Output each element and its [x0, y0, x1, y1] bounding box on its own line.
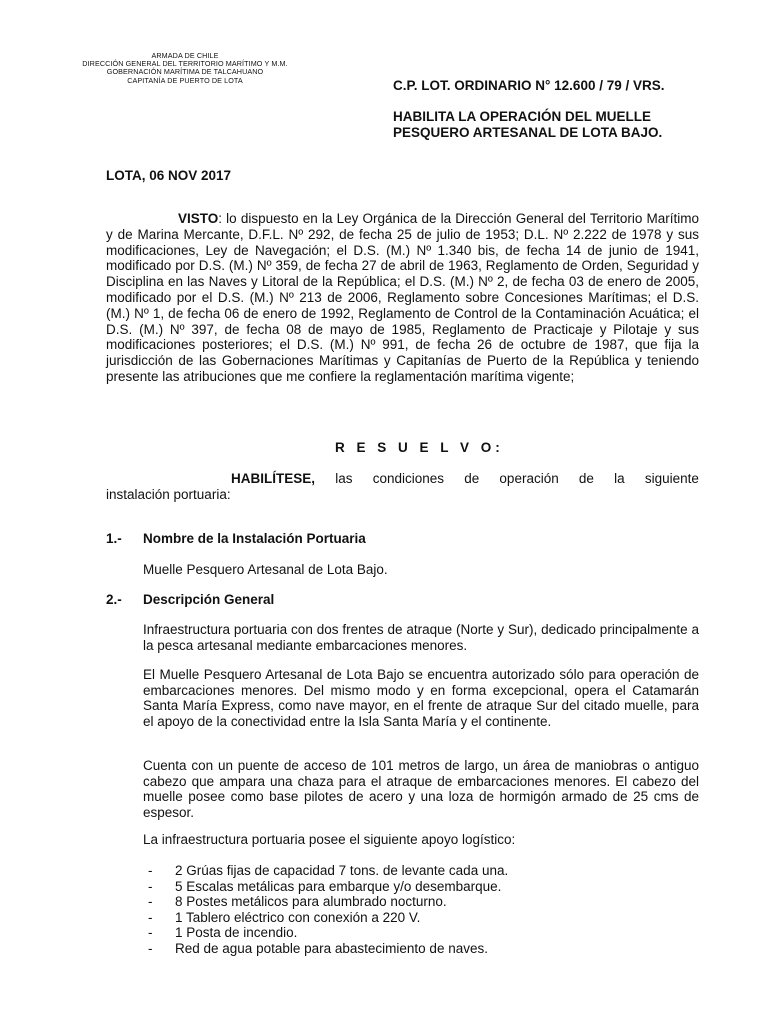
- section-number: 2.-: [106, 592, 122, 607]
- habilitese-paragraph: [106, 471, 699, 503]
- section-paragraph: Cuenta con un puente de acceso de 101 metros de largo, un área de maniobras o antiguo cabezo que ampara una chaza para el atraque de embarcaciones menores. El cabezo del muelle posee como base pilotes de acero y una loza de hormigón armado de 25 cms de espesor.: [143, 758, 699, 820]
- bullet-dash: -: [148, 909, 153, 925]
- habilitese-word: de: [578, 471, 594, 486]
- section-title: Descripción General: [143, 592, 275, 607]
- habilitese-line: instalación portuaria:: [106, 487, 231, 502]
- bullet-dash: -: [148, 878, 153, 894]
- document-header: [393, 77, 708, 140]
- visto-text: : lo dispuesto en la Ley Orgánica de la Dirección General del Territorio Marítimo y de Marina Mercante, D.F.L. Nº 292, de fecha 25 de julio de 1953; D.L. Nº 2.222 de 1978 y sus modificaciones, Ley de Navegación; el D.S. (M.) Nº 1.340 bis, de fecha 14 de junio de 1941, modificado por D.S. (M.) Nº 359, de fecha 27 de abril de 1963, Reglamento de Orden, Seguridad y Disciplina en las Naves y Litoral de la República; el D.S. (M.) Nº 2, de fecha 03 de enero de 2005, modificado por el D.S. (M.) Nº 213 de 2006, Reglamento sobre Concesiones Marítimas; el D.S. (M.) Nº 1, de fecha 06 de enero de 1992, Reglamento de Control de la Contaminación Acuática; el D.S. (M.) Nº 397, de fecha 08 de mayo de 1985, Reglamento de Practicaje y Pilotaje y sus modificaciones posteriores; el D.S. (M.) Nº 991, de fecha 26 de octubre de 1987, que fija la jurisdicción de las Gobernaciones Marítimas y Capitanías de Puerto de la República y teniendo presente las atribuciones que me confiere la reglamentación marítima vigente;: [106, 211, 699, 384]
- resuelvo-heading: R E S U E L V O:: [335, 440, 504, 455]
- visto-paragraph: [106, 211, 699, 385]
- list-item: [148, 925, 508, 941]
- habilitese-word: las: [335, 471, 353, 486]
- list-item-text: 2 Grúas fijas de capacidad 7 tons. de levante cada una.: [175, 863, 509, 878]
- section-paragraph: La infraestructura portuaria posee el siguiente apoyo logístico:: [143, 832, 516, 847]
- list-item-text: 8 Postes metálicos para alumbrado nocturno.: [175, 894, 447, 910]
- habilitese-word: operación: [499, 471, 559, 486]
- subject-line: HABILITA LA OPERACIÓN DEL MUELLE: [393, 109, 651, 124]
- subject-line: PESQUERO ARTESANAL DE LOTA BAJO.: [393, 124, 663, 140]
- list-item-text: 5 Escalas metálicas para embarque y/o desembarque.: [175, 878, 502, 894]
- letterhead: [70, 52, 300, 85]
- section-title: Nombre de la Instalación Portuaria: [143, 531, 366, 546]
- list-item-text: Red de agua potable para abastecimiento de naves.: [175, 940, 488, 956]
- section-paragraph: Infraestructura portuaria con dos frentes de atraque (Norte y Sur), dedicado principalmente a la pesca artesanal mediante embarcaciones menores.: [143, 622, 699, 653]
- section-paragraph: El Muelle Pesquero Artesanal de Lota Bajo se encuentra autorizado sólo para operación de embarcaciones menores. Del mismo modo y en forma excepcional, opera el Catamarán Santa María Express, como nave mayor, en el frente de atraque Sur del citado muelle, para el apoyo de la conectividad entre la Isla Santa María y el continente.: [143, 667, 699, 729]
- list-item: [148, 894, 508, 910]
- list-item-text: 1 Posta de incendio.: [175, 925, 298, 941]
- habilitese-label: HABILÍTESE,: [231, 471, 316, 486]
- section-number: 1.-: [106, 531, 122, 546]
- document-date: LOTA, 06 NOV 2017: [106, 168, 232, 183]
- bullet-dash: -: [148, 925, 153, 941]
- letterhead-line: ARMADA DE CHILE: [151, 51, 219, 60]
- list-item: [148, 941, 508, 957]
- bullet-dash: -: [148, 863, 153, 878]
- list-item-text: 1 Tablero eléctrico con conexión a 220 V.: [175, 909, 421, 925]
- section-paragraph: Muelle Pesquero Artesanal de Lota Bajo.: [143, 562, 388, 577]
- habilitese-word: de: [464, 471, 480, 486]
- logistics-list: [148, 863, 508, 957]
- list-item: [148, 910, 508, 926]
- habilitese-word: siguiente: [644, 471, 699, 486]
- visto-label: VISTO: [178, 211, 219, 226]
- list-item: [148, 863, 508, 879]
- bullet-dash: -: [148, 940, 153, 956]
- letterhead-line: DIRECCIÓN GENERAL DEL TERRITORIO MARÍTIMO Y M.M.: [82, 59, 288, 69]
- document-reference: C.P. LOT. ORDINARIO N° 12.600 / 79 / VRS.: [393, 78, 665, 93]
- letterhead-line: GOBERNACIÓN MARÍTIMA DE TALCAHUANO: [106, 67, 264, 77]
- habilitese-word: condiciones: [372, 471, 444, 486]
- letterhead-line: CAPITANÍA DE PUERTO DE LOTA: [127, 75, 243, 85]
- habilitese-word: la: [614, 471, 625, 486]
- list-item: [148, 879, 508, 895]
- document-subject: [393, 109, 708, 140]
- bullet-dash: -: [148, 894, 153, 910]
